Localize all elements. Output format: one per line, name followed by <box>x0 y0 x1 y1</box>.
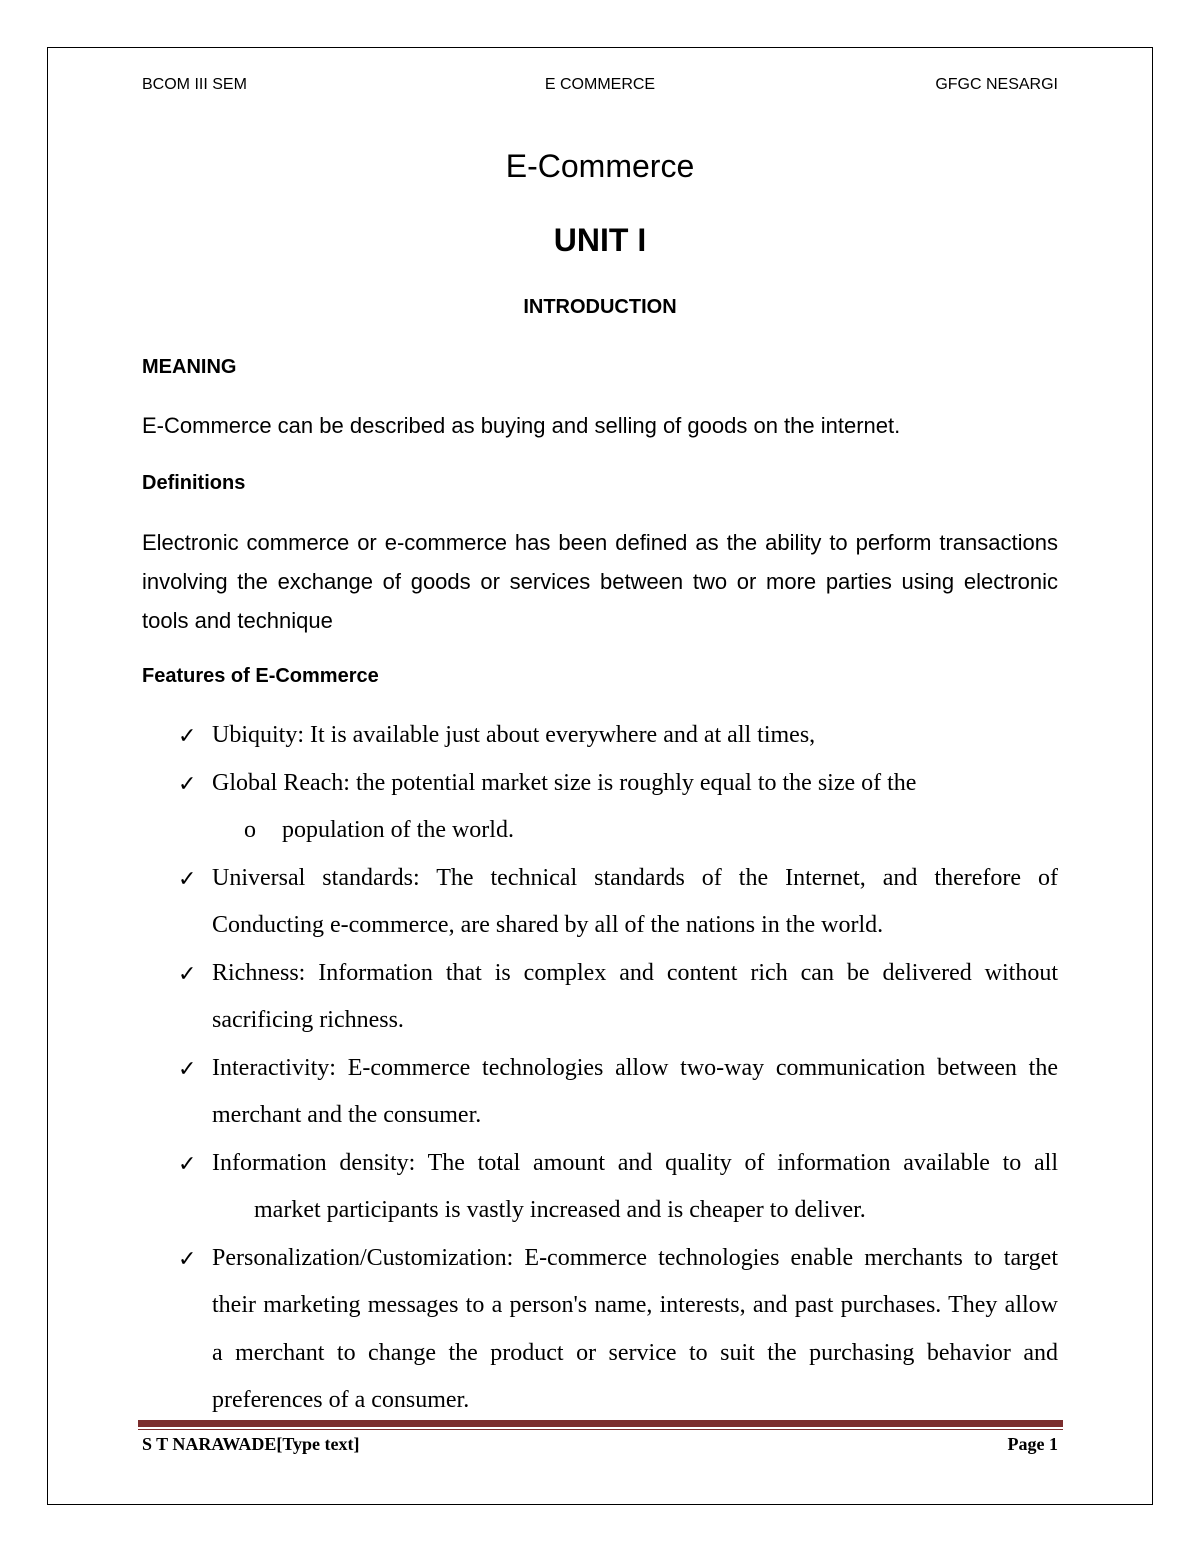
features-heading: Features of E-Commerce <box>142 665 379 687</box>
header-right: GFGC NESARGI <box>935 76 1058 93</box>
list-item <box>178 1235 1058 1425</box>
check-icon: ✓ <box>178 960 197 986</box>
footer-divider-thin <box>138 1429 1063 1430</box>
check-icon: ✓ <box>178 723 197 748</box>
definitions-text: Electronic commerce or e-commerce has been defined as the ability to perform transactions involving the exchange of goods or services between two or more parties using electronic tools and technique <box>142 530 1058 633</box>
footer-author: S T NARAWADE[Type text] <box>142 1434 360 1454</box>
list-item <box>178 950 1058 1045</box>
feature-text: Universal standards: The technical standards of the Internet, and therefore of Conducting e-commerce, are shared by all of the nations in the world. <box>212 864 1058 938</box>
list-item <box>178 1045 1058 1140</box>
meaning-heading: MEANING <box>142 356 237 378</box>
page-number: Page 1 <box>1007 1434 1058 1454</box>
feature-text: Information density: The total amount and quality of information available to all market participants is vastly increased and is cheaper to deliver. <box>212 1149 1058 1223</box>
feature-text: Personalization/Customization: E-commerce technologies enable merchants to target their marketing messages to a person's name, interests, and past purchases. They allow a merchant to change the product or service to suit the purchasing behavior and preferences of a consumer. <box>212 1244 1058 1413</box>
feature-text: Interactivity: E-commerce technologies allow two-way communication between the merchant and the consumer. <box>212 1054 1058 1128</box>
check-icon: ✓ <box>178 1055 197 1081</box>
sub-list-item <box>178 807 1058 855</box>
unit-heading: UNIT I <box>553 222 647 258</box>
features-list <box>178 712 1058 1425</box>
check-icon: ✓ <box>178 1245 197 1271</box>
check-icon: ✓ <box>178 1150 197 1176</box>
section-heading: INTRODUCTION <box>523 296 677 318</box>
list-item <box>178 712 1058 760</box>
check-icon: ✓ <box>178 770 197 796</box>
circle-bullet-icon: o <box>244 817 256 843</box>
header-left: BCOM III SEM <box>142 76 247 93</box>
list-item <box>178 855 1058 950</box>
feature-text: Global Reach: the potential market size is roughly equal to the size of the <box>212 769 917 796</box>
document-title: E-Commerce <box>505 148 695 184</box>
check-icon: ✓ <box>178 865 197 891</box>
list-item <box>178 1140 1058 1235</box>
list-item <box>178 760 1058 808</box>
sub-item-text: population of the world. <box>282 817 514 843</box>
header-center: E COMMERCE <box>544 76 656 93</box>
feature-text: Richness: Information that is complex and content rich can be delivered without sacrificing richness. <box>212 959 1058 1033</box>
feature-text: Ubiquity: It is available just about everywhere and at all times, <box>212 722 816 748</box>
footer-divider <box>138 1420 1063 1427</box>
definitions-heading: Definitions <box>142 472 246 494</box>
meaning-text: E-Commerce can be described as buying and selling of goods on the internet. <box>142 413 901 438</box>
